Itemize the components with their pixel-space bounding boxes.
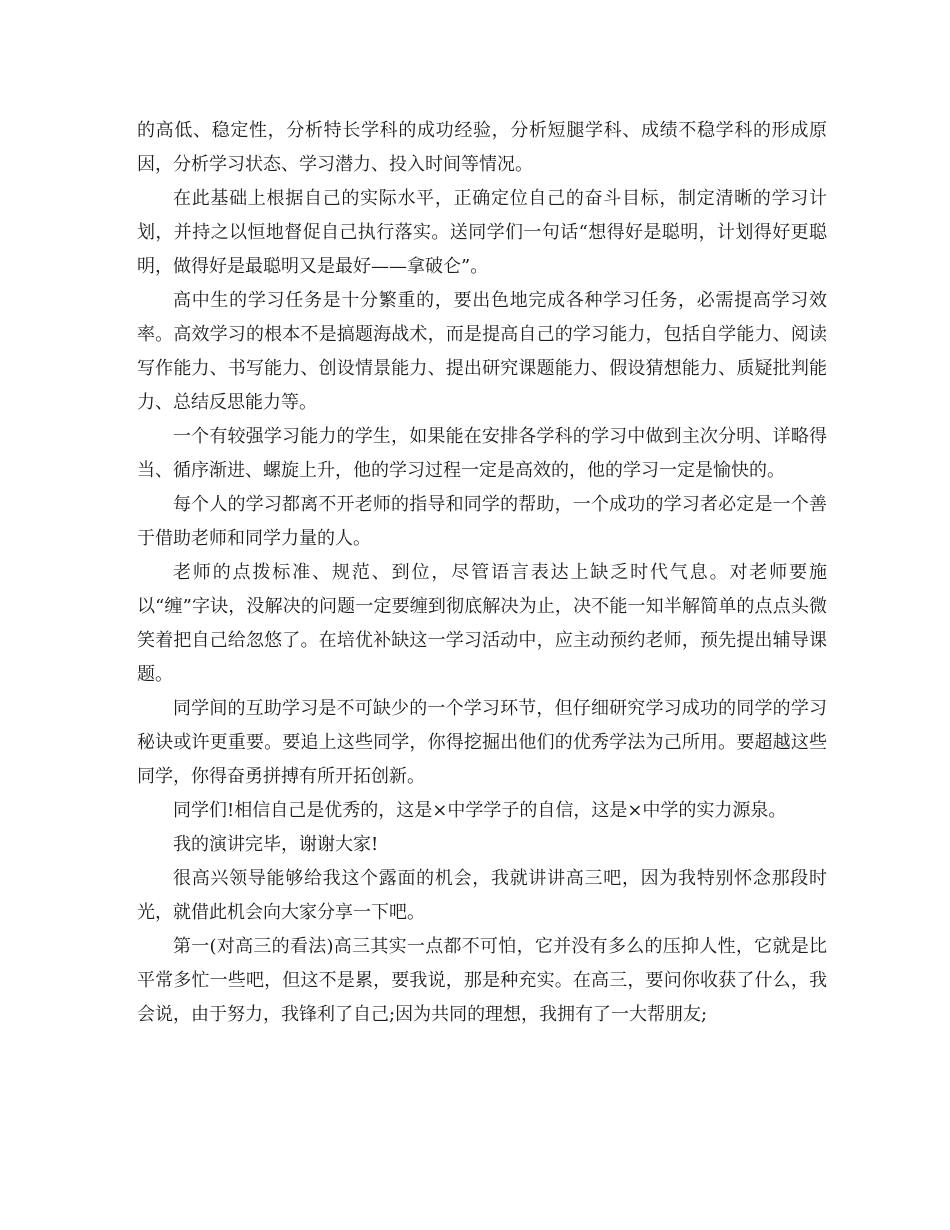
- paragraph-3: 高中生的学习任务是十分繁重的，要出色地完成各种学习任务，必需提高学习效率。高效学习的根本不是搞题海战术，而是提高自己的学习能力，包括自学能力、阅读写作能力、书写能力、创设情景能力、提出研究课题能力、假设猜想能力、质疑批判能力、总结反思能力等。: [137, 290, 827, 413]
- paragraph-10: 很高兴领导能够给我这个露面的机会，我就讲讲高三吧，因为我特别怀念那段时光，就借此机会向大家分享一下吧。: [137, 868, 827, 923]
- paragraph-6: 老师的点拨标准、规范、到位，尽管语言表达上缺乏时代气息。对老师要施以“缠”字诀，没解决的问题一定要缠到彻底解决为止，决不能一知半解简单的点点头微笑着把自己给忽悠了。在培优补缺这一学习活动中，应主动预约老师，预先提出辅导课题。: [137, 562, 827, 685]
- paragraph-11: 第一(对高三的看法)高三其实一点都不可怕，它并没有多么的压抑人性，它就是比平常多忙一些吧，但这不是累，要我说，那是种充实。在高三，要问你收获了什么，我会说，由于努力，我锋利了自己;因为共同的理想，我拥有了一大帮朋友;: [137, 936, 827, 1025]
- document-body: [137, 114, 827, 1032]
- paragraph-8: 同学们!相信自己是优秀的，这是×中学学子的自信，这是×中学的实力源泉。: [173, 800, 787, 821]
- paragraph-7: 同学间的互助学习是不可缺少的一个学习环节，但仔细研究学习成功的同学的学习秘诀或许更重要。要追上这些同学，你得挖掘出他们的优秀学法为己所用。要超越这些同学，你得奋勇拼搏有所开拓创新。: [137, 698, 827, 787]
- paragraph-4: 一个有较强学习能力的学生，如果能在安排各学科的学习中做到主次分明、详略得当、循序渐进、螺旋上升，他的学习过程一定是高效的，他的学习一定是愉快的。: [137, 426, 827, 481]
- paragraph-5: 每个人的学习都离不开老师的指导和同学的帮助，一个成功的学习者必定是一个善于借助老师和同学力量的人。: [137, 494, 827, 549]
- paragraph-9: 我的演讲完毕，谢谢大家!: [173, 834, 379, 855]
- paragraph-1: 的高低、稳定性，分析特长学科的成功经验，分析短腿学科、成绩不稳学科的形成原因，分析学习状态、学习潜力、投入时间等情况。: [137, 120, 827, 175]
- paragraph-2: 在此基础上根据自己的实际水平，正确定位自己的奋斗目标，制定清晰的学习计划，并持之以恒地督促自己执行落实。送同学们一句话“想得好是聪明，计划得好更聪明，做得好是最聪明又是最好——拿破仑”。: [137, 188, 827, 277]
